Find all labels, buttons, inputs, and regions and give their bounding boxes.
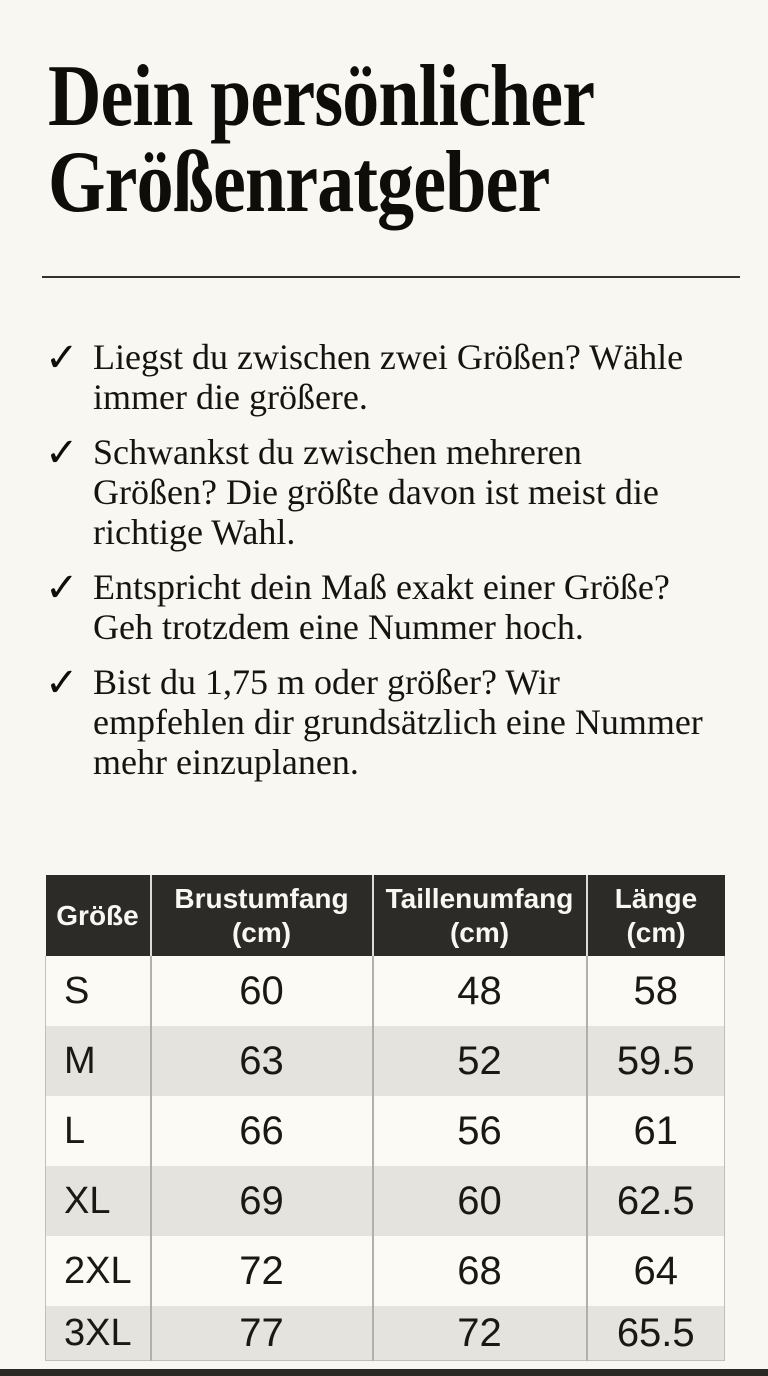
list-item [45, 567, 725, 647]
waist-cell: 52 [373, 1026, 587, 1096]
column-header-waist [373, 875, 587, 956]
check-icon: ✓ [45, 335, 79, 381]
check-icon: ✓ [45, 660, 79, 706]
table-row [46, 1236, 725, 1306]
table-row [46, 1166, 725, 1236]
tip-text: Schwankst du zwischen mehreren Größen? Die größte davon ist meist die richtige Wahl. [93, 432, 659, 552]
table-row [46, 956, 725, 1026]
length-cell: 65.5 [587, 1306, 725, 1361]
bottom-edge-bar [0, 1369, 768, 1376]
title-divider [42, 276, 740, 278]
chest-cell: 60 [151, 956, 373, 1026]
size-cell: 3XL [46, 1306, 151, 1361]
column-header-label: Brustumfang [174, 882, 349, 914]
waist-cell: 60 [373, 1166, 587, 1236]
header-row [46, 875, 725, 956]
size-tips-list [45, 337, 725, 797]
column-header-length [587, 875, 725, 956]
column-header-label: Taillenumfang [385, 882, 574, 914]
waist-cell: 72 [373, 1306, 587, 1361]
length-cell: 62.5 [587, 1166, 725, 1236]
waist-cell: 56 [373, 1096, 587, 1166]
size-cell: S [46, 956, 151, 1026]
chest-cell: 69 [151, 1166, 373, 1236]
list-item [45, 432, 725, 552]
tip-text: Bist du 1,75 m oder größer? Wir empfehlen dir grundsätzlich eine Nummer mehr einzuplanen. [93, 662, 703, 782]
column-header-label: Länge [614, 882, 698, 914]
size-table [45, 875, 725, 1361]
page-title: Dein persönlicher Größenratgeber [48, 48, 593, 231]
length-cell: 58 [587, 956, 725, 1026]
size-table-header [46, 875, 725, 956]
tip-text: Entspricht dein Maß exakt einer Größe? Geh trotzdem eine Nummer hoch. [93, 567, 670, 647]
chest-cell: 77 [151, 1306, 373, 1361]
size-cell: L [46, 1096, 151, 1166]
column-header-unit: (cm) [449, 916, 510, 948]
size-cell: 2XL [46, 1236, 151, 1306]
check-icon: ✓ [45, 430, 79, 476]
table-row [46, 1306, 725, 1361]
chest-cell: 72 [151, 1236, 373, 1306]
table-row [46, 1026, 725, 1096]
check-icon: ✓ [45, 565, 79, 611]
column-header-chest [151, 875, 373, 956]
column-header-unit: (cm) [626, 916, 686, 948]
table-row [46, 1096, 725, 1166]
length-cell: 64 [587, 1236, 725, 1306]
size-cell: M [46, 1026, 151, 1096]
waist-cell: 48 [373, 956, 587, 1026]
column-header-label: Größe [56, 899, 139, 931]
waist-cell: 68 [373, 1236, 587, 1306]
chest-cell: 66 [151, 1096, 373, 1166]
length-cell: 59.5 [587, 1026, 725, 1096]
list-item [45, 662, 725, 782]
list-item [45, 337, 725, 417]
column-header-unit: (cm) [231, 916, 292, 948]
column-header-size [46, 875, 151, 956]
tip-text: Liegst du zwischen zwei Größen? Wähle immer die größere. [93, 337, 684, 417]
size-cell: XL [46, 1166, 151, 1236]
chest-cell: 63 [151, 1026, 373, 1096]
length-cell: 61 [587, 1096, 725, 1166]
